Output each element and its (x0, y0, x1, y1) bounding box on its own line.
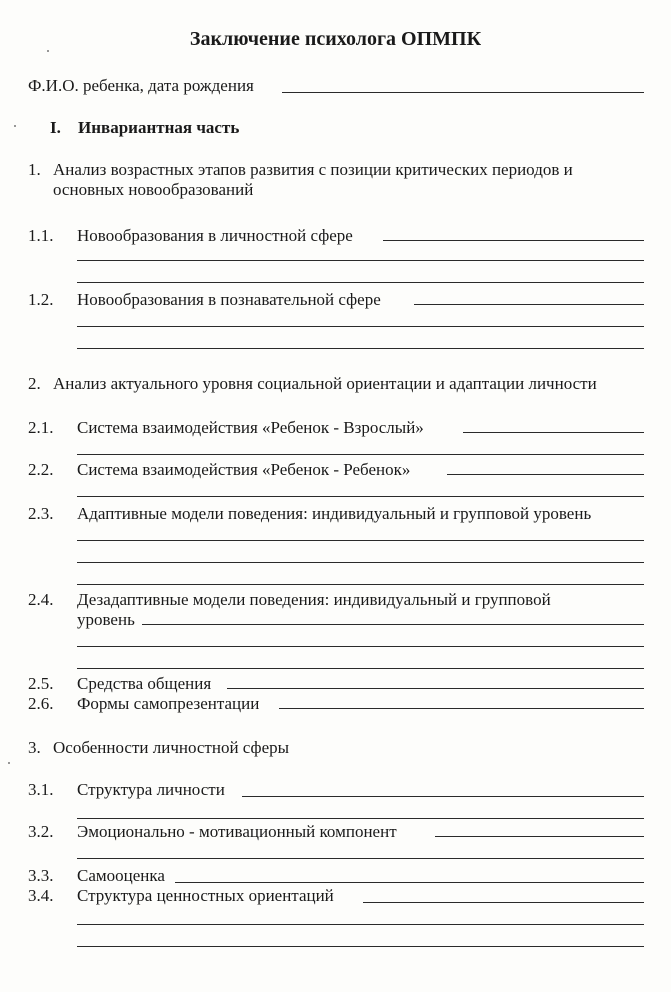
item-2-4-answer-line[interactable] (77, 646, 644, 647)
item-3-1-label: Структура личности (77, 780, 225, 799)
item-2-6-label: Формы самопрезентации (77, 694, 260, 713)
page-title: Заключение психолога ОПМПК (189, 28, 482, 50)
item-2-number: 2. (28, 374, 41, 393)
item-1-2-answer-line[interactable] (77, 326, 644, 327)
item-2-1-answer-line[interactable] (463, 432, 644, 433)
item-3-3-number: 3.3. (28, 866, 54, 885)
scan-speck (8, 762, 10, 764)
item-1-1-answer-line[interactable] (77, 282, 644, 283)
item-2-6-answer-line[interactable] (279, 708, 644, 709)
scan-speck (47, 50, 49, 52)
item-2-6-number: 2.6. (28, 694, 54, 713)
item-2-3-answer-line[interactable] (77, 584, 644, 585)
item-3-4-answer-line[interactable] (77, 946, 644, 947)
item-2-5-number: 2.5. (28, 674, 54, 693)
item-3-4-number: 3.4. (28, 886, 54, 905)
item-2-2-label: Система взаимодействия «Ребенок - Ребенок» (77, 460, 411, 479)
item-1-1-label: Новообразования в личностной сфере (77, 226, 353, 245)
item-3-2-number: 3.2. (28, 822, 54, 841)
item-3-3-label: Самооценка (77, 866, 165, 885)
item-3-label: Особенности личностной сферы (53, 738, 290, 757)
item-3-1-number: 3.1. (28, 780, 54, 799)
item-2-4-text-line1: Дезадаптивные модели поведения: индивидуальный и групповой (77, 590, 551, 609)
item-1-text-line1: Анализ возрастных этапов развития с позиции критических периодов и (53, 160, 573, 179)
item-2-1-number: 2.1. (28, 418, 54, 437)
item-1-2-label: Новообразования в познавательной сфере (77, 290, 381, 309)
item-3-4-answer-line[interactable] (363, 902, 644, 903)
item-3-2-label: Эмоционально - мотивационный компонент (77, 822, 397, 841)
item-3-3-answer-line[interactable] (175, 882, 644, 883)
item-2-1-answer-line[interactable] (77, 454, 644, 455)
item-1-1-number: 1.1. (28, 226, 54, 245)
item-1-2-number: 1.2. (28, 290, 54, 309)
scan-speck (14, 125, 16, 127)
item-2-2-number: 2.2. (28, 460, 54, 479)
item-3-1-answer-line[interactable] (77, 818, 644, 819)
item-2-1-label: Система взаимодействия «Ребенок - Взрослый» (77, 418, 424, 437)
item-3-4-answer-line[interactable] (77, 924, 644, 925)
item-2-4-answer-line[interactable] (142, 624, 644, 625)
item-1-number: 1. (28, 160, 41, 179)
item-3-1-answer-line[interactable] (242, 796, 644, 797)
item-2-3-label: Адаптивные модели поведения: индивидуальный и групповой уровень (77, 504, 592, 523)
item-3-4-label: Структура ценностных ориентаций (77, 886, 334, 905)
item-1-1-answer-line[interactable] (383, 240, 644, 241)
item-2-2-answer-line[interactable] (447, 474, 644, 475)
item-2-label: Анализ актуального уровня социальной ориентации и адаптации личности (53, 374, 597, 393)
item-3-2-answer-line[interactable] (435, 836, 644, 837)
item-2-4-text-line2: уровень (77, 610, 135, 629)
item-2-5-answer-line[interactable] (227, 688, 644, 689)
child-name-line[interactable] (282, 92, 644, 93)
item-1-1-answer-line[interactable] (77, 260, 644, 261)
child-name-label: Ф.И.О. ребенка, дата рождения (28, 76, 254, 95)
item-2-4-answer-line[interactable] (77, 668, 644, 669)
item-2-5-label: Средства общения (77, 674, 212, 693)
item-2-3-answer-line[interactable] (77, 540, 644, 541)
item-2-4-number: 2.4. (28, 590, 54, 609)
item-1-2-answer-line[interactable] (414, 304, 644, 305)
item-3-2-answer-line[interactable] (77, 858, 644, 859)
item-2-2-answer-line[interactable] (77, 496, 644, 497)
item-1-text-line2: основных новообразований (53, 180, 254, 199)
section-1-number: I. (50, 118, 61, 137)
item-2-3-number: 2.3. (28, 504, 54, 523)
item-1-2-answer-line[interactable] (77, 348, 644, 349)
section-1-title: Инвариантная часть (78, 118, 240, 137)
item-3-number: 3. (28, 738, 41, 757)
item-2-3-answer-line[interactable] (77, 562, 644, 563)
